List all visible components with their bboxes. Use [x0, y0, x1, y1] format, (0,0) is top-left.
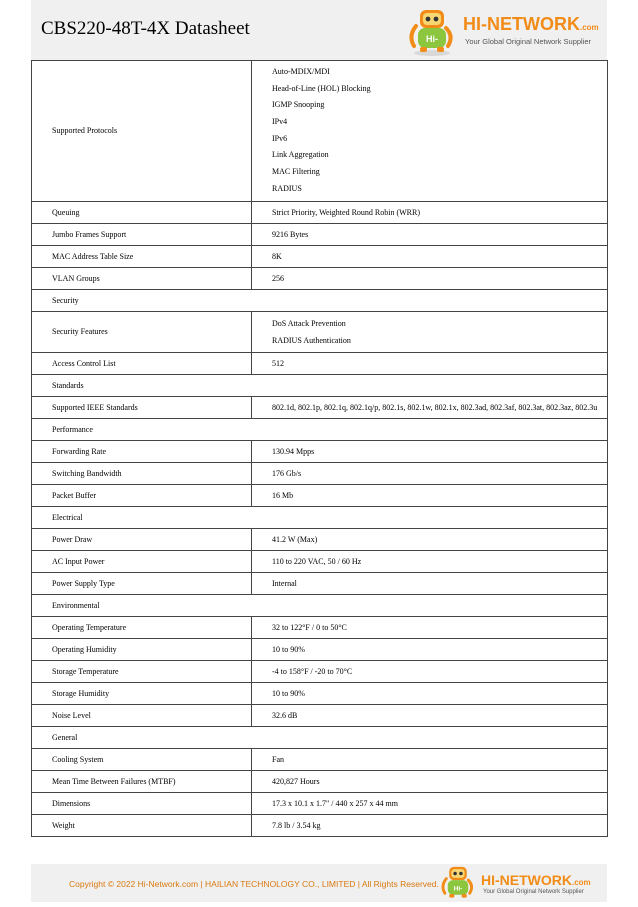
spec-row [32, 61, 608, 202]
spec-row [32, 814, 608, 836]
brand-tagline: Your Global Original Network Supplier [465, 37, 592, 46]
spec-value: 7.8 lb / 3.54 kg [252, 814, 608, 836]
spec-label: Storage Temperature [32, 660, 252, 682]
brand-name [481, 872, 591, 888]
spec-value: 10 to 90% [252, 682, 608, 704]
spec-label: Storage Humidity [32, 682, 252, 704]
spec-label: MAC Address Table Size [32, 245, 252, 267]
spec-value: 176 Gb/s [252, 462, 608, 484]
brand-name-text: HI-NETWORK [481, 872, 572, 888]
spec-value-item: RADIUS [272, 183, 302, 193]
spec-value-item: Head-of-Line (HOL) Blocking [272, 83, 371, 93]
spec-row [32, 311, 608, 352]
spec-row [32, 704, 608, 726]
spec-value: 32.6 dB [252, 704, 608, 726]
spec-label: Noise Level [32, 704, 252, 726]
page-header [31, 0, 607, 60]
spec-value-list [252, 311, 608, 352]
footer-logo [435, 864, 591, 907]
spec-value: 32 to 122°F / 0 to 50°C [252, 616, 608, 638]
spec-row [32, 660, 608, 682]
spec-label: VLAN Groups [32, 267, 252, 289]
section-header: Electrical [32, 506, 608, 528]
robot-mascot-icon [402, 6, 462, 58]
section-header: Performance [32, 418, 608, 440]
section-header-row [32, 506, 608, 528]
brand-suffix: .com [572, 878, 591, 887]
section-header: Security [32, 289, 608, 311]
spec-row [32, 440, 608, 462]
spec-row [32, 223, 608, 245]
mascot-label: Hi- [453, 885, 463, 893]
spec-label: Weight [32, 814, 252, 836]
section-header: Environmental [32, 594, 608, 616]
spec-value: 16 Mb [252, 484, 608, 506]
spec-label: AC Input Power [32, 550, 252, 572]
mascot-label: Hi- [426, 34, 438, 44]
spec-row [32, 572, 608, 594]
spec-value: 10 to 90% [252, 638, 608, 660]
spec-value: Internal [252, 572, 608, 594]
spec-table-body [32, 61, 608, 837]
spec-value-item: MAC Filtering [272, 167, 320, 177]
spec-label: Supported Protocols [32, 61, 252, 202]
section-header-row [32, 594, 608, 616]
copyright-text: Copyright © 2022 Hi-Network.com | HAILIAN TECHNOLOGY CO., LIMITED | All Rights Reserved. [69, 879, 439, 889]
spec-value: Strict Priority, Weighted Round Robin (WRR) [252, 201, 608, 223]
spec-label: Jumbo Frames Support [32, 223, 252, 245]
spec-label: Packet Buffer [32, 484, 252, 506]
spec-row [32, 770, 608, 792]
spec-table [31, 60, 608, 837]
page-footer [31, 864, 607, 902]
spec-value: 9216 Bytes [252, 223, 608, 245]
spec-label: Operating Humidity [32, 638, 252, 660]
spec-label: Supported IEEE Standards [32, 396, 252, 418]
spec-row [32, 396, 608, 418]
spec-row [32, 616, 608, 638]
spec-label: Switching Bandwidth [32, 462, 252, 484]
spec-value: Fan [252, 748, 608, 770]
spec-row [32, 528, 608, 550]
spec-row [32, 267, 608, 289]
spec-row [32, 682, 608, 704]
spec-label: Power Draw [32, 528, 252, 550]
spec-value: 420,827 Hours [252, 770, 608, 792]
section-header: Standards [32, 374, 608, 396]
header-logo [402, 6, 599, 63]
spec-value: -4 to 158°F / -20 to 70°C [252, 660, 608, 682]
spec-value-item: Link Aggregation [272, 150, 329, 160]
spec-label: Operating Temperature [32, 616, 252, 638]
spec-row [32, 550, 608, 572]
brand-suffix: .com [579, 23, 599, 32]
spec-label: Queuing [32, 201, 252, 223]
spec-value-item: DoS Attack Prevention [272, 318, 346, 328]
spec-row [32, 245, 608, 267]
brand-name-text: HI-NETWORK [463, 14, 580, 34]
spec-row [32, 201, 608, 223]
spec-label: Cooling System [32, 748, 252, 770]
spec-row [32, 462, 608, 484]
spec-value: 8K [252, 245, 608, 267]
spec-row [32, 484, 608, 506]
spec-row [32, 792, 608, 814]
section-header-row [32, 374, 608, 396]
spec-value-item: IGMP Snooping [272, 100, 325, 110]
robot-mascot-icon [435, 864, 481, 902]
spec-value: 512 [252, 352, 608, 374]
spec-row [32, 352, 608, 374]
spec-label: Mean Time Between Failures (MTBF) [32, 770, 252, 792]
spec-value-item: IPv6 [272, 133, 288, 143]
spec-value-item: IPv4 [272, 117, 288, 127]
spec-value: 256 [252, 267, 608, 289]
spec-label: Security Features [32, 311, 252, 352]
section-header-row [32, 418, 608, 440]
spec-label: Forwarding Rate [32, 440, 252, 462]
spec-label: Access Control List [32, 352, 252, 374]
spec-value-list [252, 61, 608, 202]
spec-row [32, 638, 608, 660]
spec-value-item: Auto-MDIX/MDI [272, 67, 330, 76]
brand-name [463, 14, 599, 35]
spec-value: 41.2 W (Max) [252, 528, 608, 550]
brand-tagline: Your Global Original Network Supplier [483, 889, 584, 895]
spec-row [32, 748, 608, 770]
section-header-row [32, 289, 608, 311]
spec-value: 110 to 220 VAC, 50 / 60 Hz [252, 550, 608, 572]
section-header-row [32, 726, 608, 748]
document-title: CBS220-48T-4X Datasheet [41, 18, 250, 39]
section-header: General [32, 726, 608, 748]
spec-label: Power Supply Type [32, 572, 252, 594]
spec-value: 130.94 Mpps [252, 440, 608, 462]
spec-value: 17.3 x 10.1 x 1.7" / 440 x 257 x 44 mm [252, 792, 608, 814]
spec-label: Dimensions [32, 792, 252, 814]
spec-value-item: RADIUS Authentication [272, 335, 351, 345]
spec-value: 802.1d, 802.1p, 802.1q, 802.1q/p, 802.1s, 802.1w, 802.1x, 802.3ad, 802.3af, 802.3at, 802.3az, 802.3u [252, 396, 608, 418]
